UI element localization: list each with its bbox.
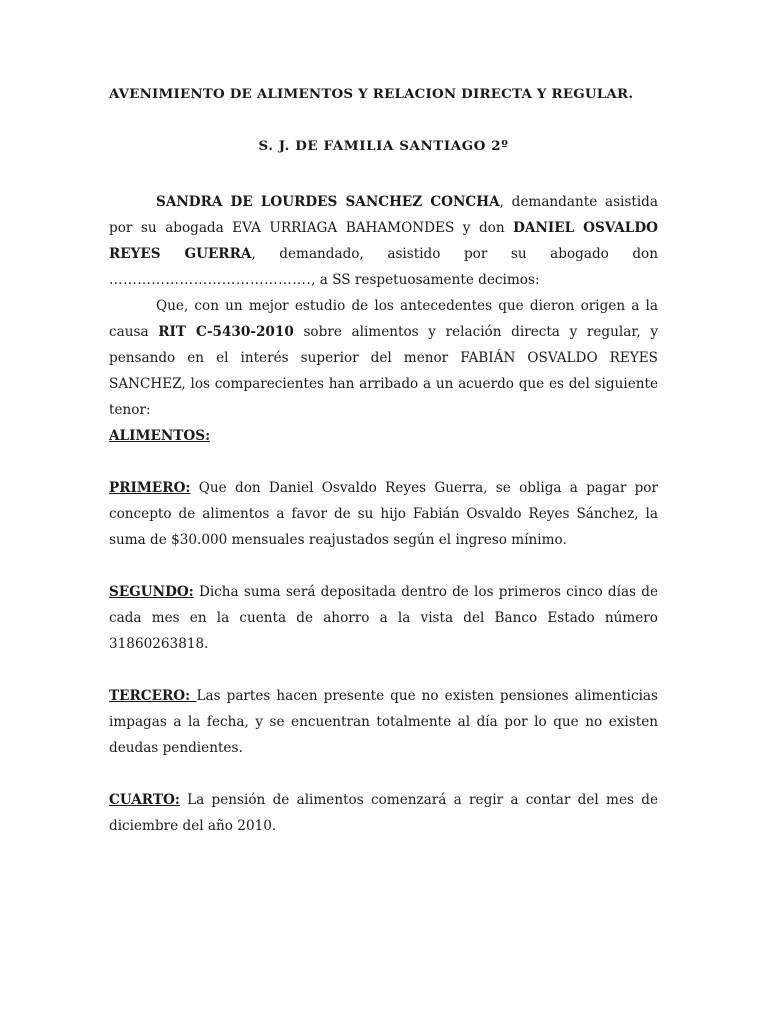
defendant-name: DANIEL OSVALDO REYES GUERRA [109,220,658,262]
preamble-text-1: Que, con un mejor estudio de los antecedentes que dieron origen a la causa [109,298,658,340]
clause-label: TERCERO: [109,688,197,704]
intro-text-2: , demandado, asistido por su abogado don [251,246,658,262]
clause-text: Las partes hacen presente que no existen pensiones alimenticias impagas a la fecha, y se encuentran totalmente al día por lo que no existen deudas pendientes. [109,688,658,756]
preamble-paragraph [109,293,658,423]
clause-cuarto [109,787,658,839]
plaintiff-name: SANDRA DE LOURDES SANCHEZ CONCHA [156,194,500,210]
clause-segundo [109,579,658,657]
intro-text-3: , a SS respetuosamente decimos: [311,272,540,288]
clause-tercero [109,683,658,761]
clause-primero [109,475,658,553]
intro-paragraph [109,189,658,293]
clause-text: Que don Daniel Osvaldo Reyes Guerra, se obliga a pagar por concepto de alimentos a favor de su hijo Fabián Osvaldo Reyes Sánchez, la suma de $30.000 mensuales reajustados según el ingreso mínimo. [109,480,658,548]
section-heading-alimentos: ALIMENTOS: [109,428,211,444]
intro-text-1: , demandante asistida por su abogada EVA URRIAGA BAHAMONDES y don [109,194,658,236]
case-number: RIT C-5430-2010 [158,324,294,340]
preamble-text-2: sobre alimentos y relación directa y regular, y pensando en el interés superior del menor FABIÁN OSVALDO REYES SANCHEZ, los comparecientes han arribado a un acuerdo que es del siguiente tenor: [109,324,658,418]
clause-label: SEGUNDO: [109,584,194,600]
intro-dots: ……………………………………. [109,272,312,288]
document-page [109,84,658,839]
clause-label: PRIMERO: [109,480,191,496]
document-title: AVENIMIENTO DE ALIMENTOS Y RELACION DIRECTA Y REGULAR. [109,86,634,102]
court-heading: S. J. DE FAMILIA SANTIAGO 2º [258,138,509,154]
clause-label: CUARTO: [109,792,180,808]
clause-text: Dicha suma será depositada dentro de los primeros cinco días de cada mes en la cuenta de ahorro a la vista del Banco Estado número 31860263818. [109,584,658,652]
clause-text: La pensión de alimentos comenzará a regir a contar del mes de diciembre del año 2010. [109,792,658,834]
